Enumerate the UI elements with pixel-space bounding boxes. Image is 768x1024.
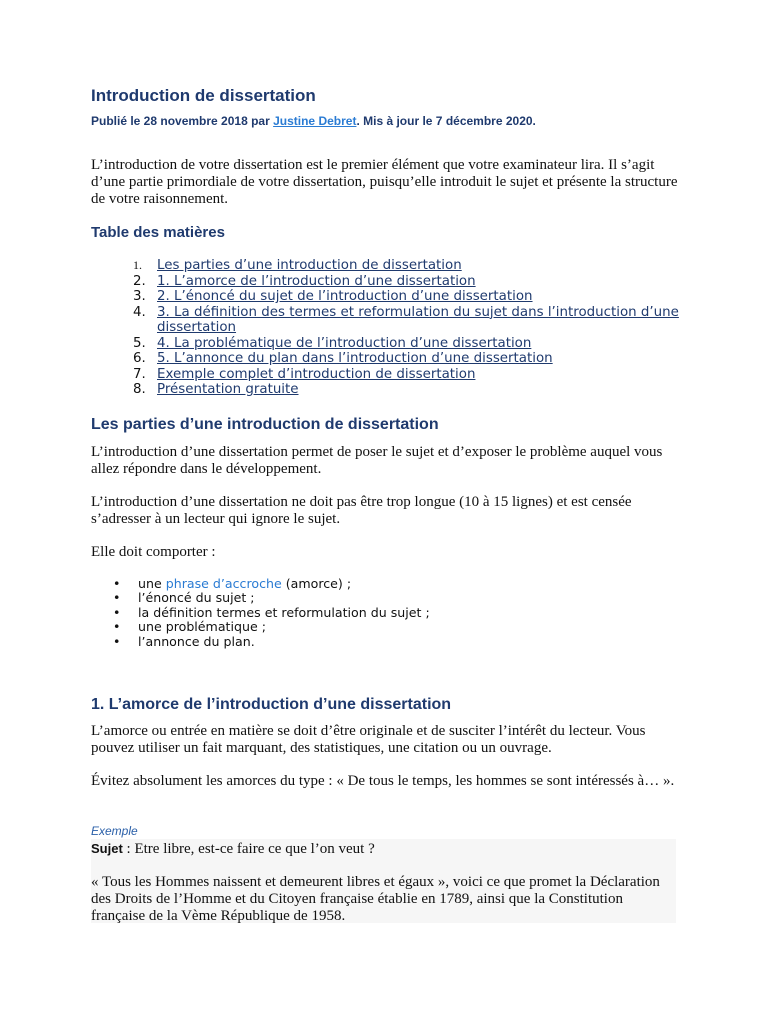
- published-date: Publié le 28 novembre 2018 par: [91, 114, 274, 128]
- toc-item: [91, 367, 681, 383]
- parties-paragraph-3: Elle doit comporter :: [91, 544, 216, 560]
- toc-item: [91, 305, 681, 336]
- toc-item: [91, 274, 681, 290]
- toc-item: [91, 336, 681, 352]
- toc-item: [91, 258, 681, 274]
- amorce-paragraph-2: Évitez absolument les amorces du type : « De tous le temps, les hommes se sont intéressés à… ».: [91, 773, 675, 789]
- example-text: « Tous les Hommes naissent et demeurent libres et égaux », voici ce que promet la Déclaration des Droits de l’Homme et du Citoyen française établie en 1789, ainsi que la Constitution française de la Vème République de 1958.: [91, 874, 660, 924]
- toc-link-enonce[interactable]: 2. L’énoncé du sujet de l’introduction d’une dissertation: [157, 289, 533, 304]
- list-item: [91, 606, 681, 620]
- example-label: Exemple: [91, 824, 138, 838]
- section-heading-parties: Les parties d’une introduction de dissertation: [91, 416, 439, 433]
- list-item-text: la définition termes et reformulation du sujet ;: [138, 604, 430, 620]
- intro-paragraph: L’introduction de votre dissertation est le premier élément que votre examinateur lira. Il s’agit d’une partie primordiale de votre dissertation, puisqu’elle introduit le sujet et présente la structure de votre raisonnement.: [91, 157, 678, 207]
- list-item: [91, 577, 681, 591]
- toc-number: 8.: [133, 382, 146, 397]
- section-heading-amorce: 1. L’amorce de l’introduction d’une dissertation: [91, 696, 452, 713]
- subject-label: Sujet: [91, 841, 123, 856]
- toc-number: 4.: [133, 304, 146, 320]
- list-item-text: l’annonce du plan.: [138, 633, 255, 649]
- bullet-icon: •: [113, 619, 121, 635]
- bullet-icon: •: [113, 604, 121, 620]
- example-subject: [91, 840, 375, 858]
- list-item-text: (amorce) ;: [285, 576, 352, 591]
- toc-number: 2.: [133, 273, 146, 289]
- parts-list: [91, 577, 681, 649]
- toc-link-exemple[interactable]: Exemple complet d’introduction de dissertation: [157, 366, 476, 382]
- toc-link-presentation[interactable]: Présentation gratuite: [157, 382, 299, 397]
- bullet-icon: •: [113, 633, 121, 649]
- parties-paragraph-2: L’introduction d’une dissertation ne doit pas être trop longue (10 à 15 lignes) et est censée s’adresser à un lecteur qui ignore le sujet.: [91, 494, 632, 527]
- toc-item: [91, 351, 681, 367]
- list-item: [91, 591, 681, 605]
- toc-item: [91, 289, 681, 305]
- page-title: Introduction de dissertation: [91, 86, 316, 105]
- accroche-link[interactable]: phrase d’accroche: [165, 576, 286, 591]
- article-meta: [91, 114, 536, 128]
- toc-heading: Table des matières: [91, 224, 225, 241]
- toc-item: [91, 382, 681, 398]
- example-box: [91, 839, 676, 923]
- list-item-text: une: [138, 576, 166, 591]
- list-item: [91, 635, 681, 649]
- parties-paragraph-1: L’introduction d’une dissertation permet de poser le sujet et d’exposer le problème auquel vous allez répondre dans le développement.: [91, 444, 663, 477]
- list-item-text: une problématique ;: [138, 619, 266, 635]
- updated-date: . Mis à jour le 7 décembre 2020.: [356, 114, 536, 128]
- toc-link-amorce[interactable]: 1. L’amorce de l’introduction d’une dissertation: [157, 273, 476, 289]
- table-of-contents: [91, 258, 681, 398]
- toc-link-plan[interactable]: 5. L’annonce du plan dans l’introduction d’une dissertation: [157, 351, 553, 366]
- subject-text: : Etre libre, est-ce faire ce que l’on veut ?: [122, 841, 375, 857]
- toc-number: 3.: [133, 289, 146, 304]
- toc-link-problematique[interactable]: 4. La problématique de l’introduction d’une dissertation: [157, 335, 532, 351]
- toc-link-definition[interactable]: 3. La définition des termes et reformulation du sujet dans l’introduction d’une dissertation: [157, 304, 679, 335]
- list-item: [91, 620, 681, 634]
- toc-number: 6.: [133, 351, 146, 366]
- author-link[interactable]: Justine Debret: [273, 114, 357, 128]
- bullet-icon: •: [113, 590, 121, 606]
- bullet-icon: •: [113, 576, 121, 591]
- toc-number: 1.: [133, 258, 142, 272]
- list-item-text: l’énoncé du sujet ;: [138, 590, 255, 606]
- toc-number: 7.: [133, 366, 146, 382]
- toc-link-parties[interactable]: Les parties d’une introduction de dissertation: [157, 258, 462, 273]
- toc-number: 5.: [133, 335, 146, 351]
- amorce-paragraph-1: L’amorce ou entrée en matière se doit d’être originale et de susciter l’intérêt du lecteur. Vous pouvez utiliser un fait marquant, des statistiques, une citation ou un ouvrage.: [91, 723, 646, 756]
